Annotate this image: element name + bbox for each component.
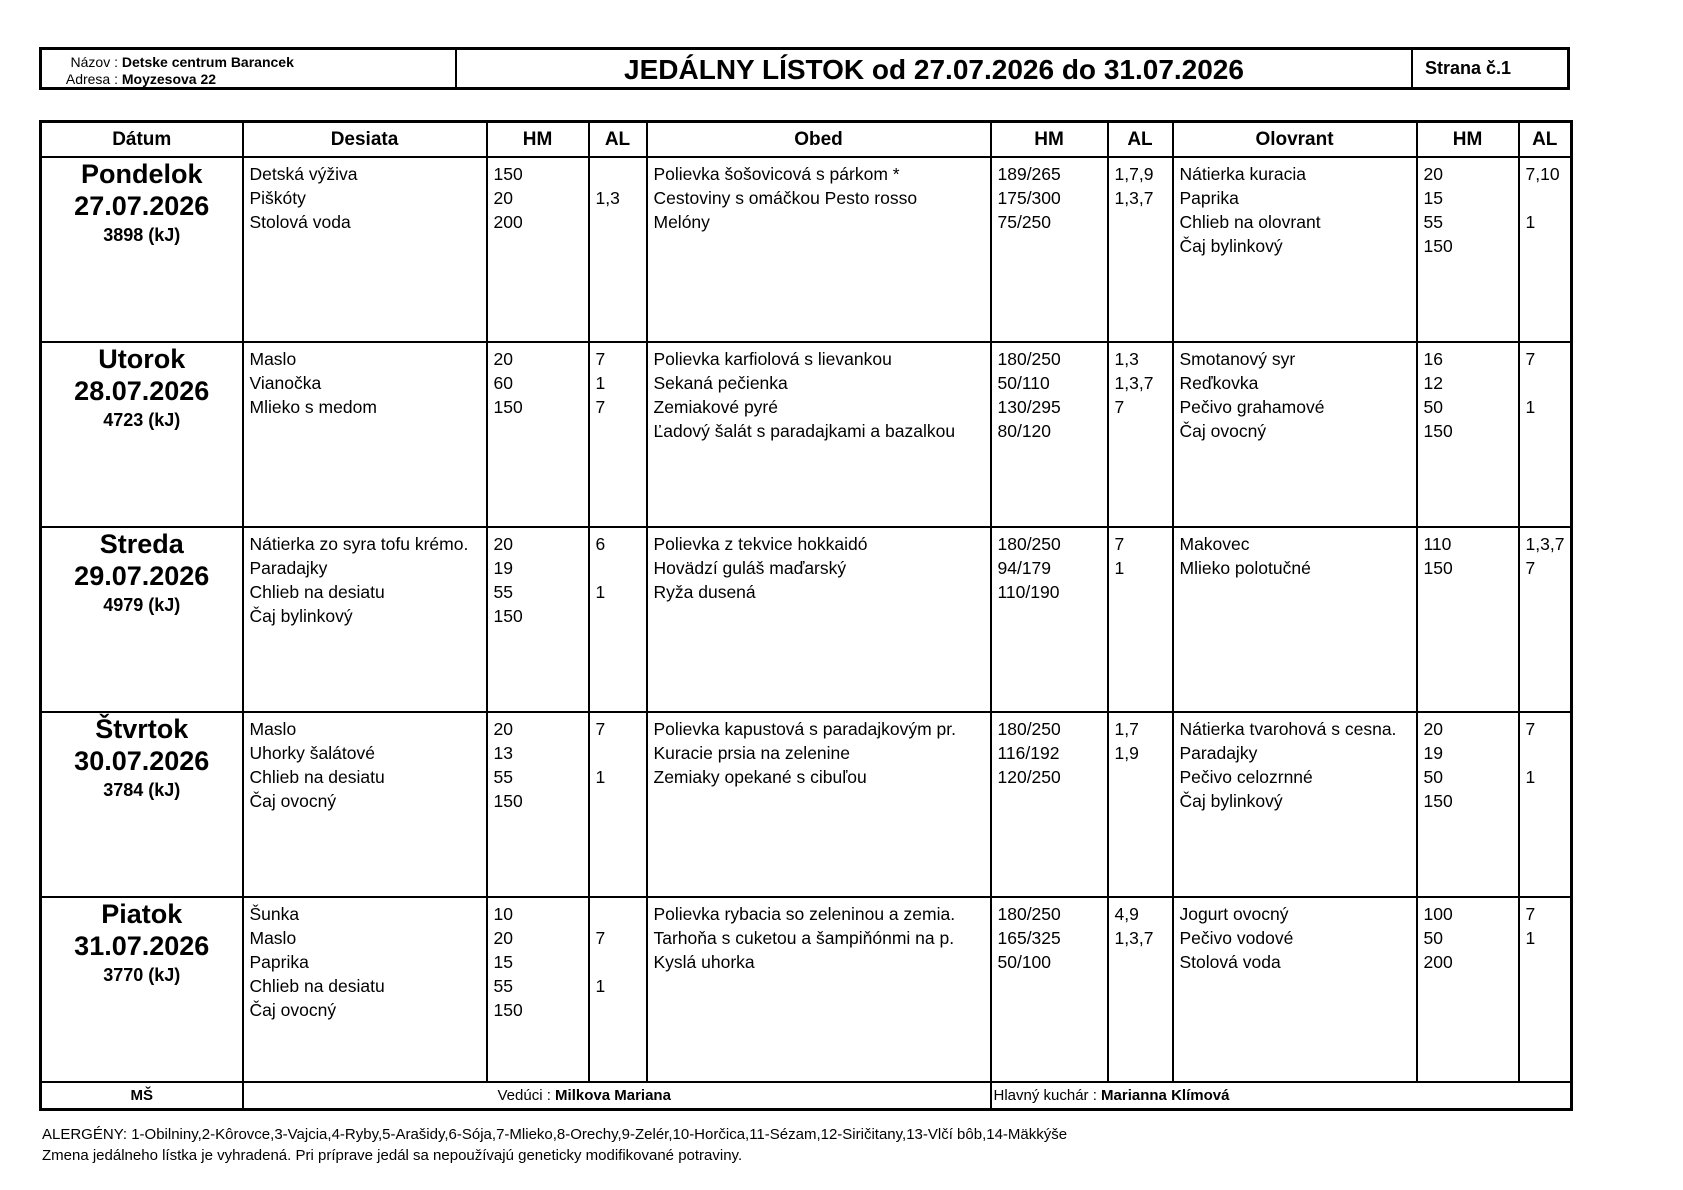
olovrant-al-entry: 7 bbox=[1525, 904, 1536, 924]
desiata-al-entry bbox=[596, 556, 642, 580]
desiata-items-entry: Mlieko s medom bbox=[249, 397, 377, 417]
page-number: Strana č.1 bbox=[1425, 58, 1512, 78]
obed-al-entry: 1,3,7 bbox=[1114, 373, 1154, 393]
olovrant-al-entry: 7 bbox=[1525, 349, 1536, 369]
olovrant-al-entry: 1 bbox=[1525, 397, 1536, 417]
desiata-items-entry: Maslo bbox=[249, 719, 297, 739]
desiata-al-entry: 1,3 bbox=[595, 188, 620, 208]
day-row bbox=[41, 157, 1572, 342]
kuchar-cell bbox=[991, 1082, 1572, 1110]
desiata-al-entry bbox=[596, 604, 642, 628]
veduci-label: Vedúci : bbox=[497, 1087, 551, 1104]
olovrant-items-entry: Pečivo grahamové bbox=[1179, 397, 1325, 417]
desiata-items-entry: Maslo bbox=[249, 349, 297, 369]
olovrant-hm-entry: 20 bbox=[1423, 164, 1443, 184]
day-row bbox=[41, 712, 1572, 897]
olovrant-al-entry bbox=[1526, 741, 1567, 765]
obed-items-entry: Polievka rybacia so zeleninou a zemia. bbox=[653, 904, 956, 924]
desiata-hm-entry: 20 bbox=[493, 928, 513, 948]
desiata-al-entry: 7 bbox=[595, 928, 606, 948]
obed-items-entry: Zemiaky opekané s cibuľou bbox=[653, 767, 867, 787]
obed-items-entry: Polievka karfiolová s lievankou bbox=[653, 349, 892, 369]
desiata-hm bbox=[487, 712, 589, 897]
col-olovrant-hm: HM bbox=[1417, 122, 1519, 158]
obed-items-entry: Polievka kapustová s paradajkovým pr. bbox=[653, 719, 957, 739]
obed-hm-entry: 180/250 bbox=[997, 349, 1061, 369]
desiata-items bbox=[243, 157, 487, 342]
obed-items-entry: Kyslá uhorka bbox=[653, 952, 755, 972]
desiata-items-entry: Paprika bbox=[249, 952, 309, 972]
obed-items-entry: Tarhoňa s cuketou a šampiňónmi na p. bbox=[653, 928, 955, 948]
desiata-items-entry: Čaj ovocný bbox=[249, 1000, 337, 1020]
olovrant-hm-entry: 150 bbox=[1423, 791, 1453, 811]
obed-items-entry: Zemiakové pyré bbox=[653, 397, 778, 417]
desiata-items-entry: Chlieb na desiatu bbox=[249, 767, 385, 787]
day-row bbox=[41, 897, 1572, 1082]
olovrant-items bbox=[1173, 157, 1417, 342]
desiata-items-entry: Maslo bbox=[249, 928, 297, 948]
olovrant-items bbox=[1173, 712, 1417, 897]
obed-hm bbox=[991, 897, 1108, 1082]
day-energy: 4979 (kJ) bbox=[103, 595, 181, 615]
menu-table bbox=[39, 120, 1573, 1111]
olovrant-items-entry: Stolová voda bbox=[1179, 952, 1281, 972]
desiata-hm-entry: 150 bbox=[493, 791, 523, 811]
desiata-hm-entry: 150 bbox=[493, 1000, 523, 1020]
menu-header bbox=[39, 47, 1570, 90]
obed-al-entry: 1,7 bbox=[1114, 719, 1139, 739]
day-name: Štvrtok bbox=[95, 714, 189, 744]
obed-al-entry: 1,3,7 bbox=[1114, 928, 1154, 948]
obed-items-entry: Cestoviny s omáčkou Pesto rosso bbox=[653, 188, 918, 208]
desiata-al-entry bbox=[596, 950, 642, 974]
obed-hm-entry: 175/300 bbox=[997, 188, 1061, 208]
nazov-value: Detske centrum Barancek bbox=[121, 54, 294, 70]
desiata-items bbox=[243, 712, 487, 897]
obed-hm-entry: 189/265 bbox=[997, 164, 1061, 184]
desiata-hm-entry: 150 bbox=[493, 164, 523, 184]
obed-al-entry bbox=[1115, 210, 1168, 234]
olovrant-items-entry: Čaj bylinkový bbox=[1179, 236, 1283, 256]
olovrant-hm-entry: 19 bbox=[1423, 743, 1443, 763]
desiata-hm-entry: 55 bbox=[493, 582, 513, 602]
obed-items-entry: Kuracie prsia na zelenine bbox=[653, 743, 851, 763]
desiata-al bbox=[589, 712, 647, 897]
olovrant-items bbox=[1173, 897, 1417, 1082]
obed-hm bbox=[991, 712, 1108, 897]
olovrant-al-entry bbox=[1526, 789, 1567, 813]
desiata-al-entry bbox=[596, 998, 642, 1022]
desiata-al-entry bbox=[596, 789, 642, 813]
desiata-items-entry: Chlieb na desiatu bbox=[249, 976, 385, 996]
obed-al-entry: 1 bbox=[1114, 558, 1125, 578]
olovrant-al-entry bbox=[1526, 950, 1567, 974]
day-cell bbox=[41, 527, 243, 712]
olovrant-hm-entry: 50 bbox=[1423, 397, 1443, 417]
desiata-items-entry: Paradajky bbox=[249, 558, 328, 578]
olovrant-hm-entry: 150 bbox=[1423, 558, 1453, 578]
kuchar-label: Hlavný kuchár : bbox=[993, 1087, 1097, 1104]
obed-al bbox=[1108, 342, 1173, 527]
desiata-al-entry bbox=[596, 210, 642, 234]
olovrant-hm-entry: 55 bbox=[1423, 212, 1443, 232]
olovrant-hm bbox=[1417, 157, 1519, 342]
obed-al-entry bbox=[1115, 950, 1168, 974]
menu-title: JEDÁLNY LÍSTOK od 27.07.2026 do 31.07.2026 bbox=[457, 50, 1413, 87]
col-olovrant: Olovrant bbox=[1173, 122, 1417, 158]
obed-items bbox=[647, 342, 991, 527]
obed-al bbox=[1108, 527, 1173, 712]
olovrant-hm bbox=[1417, 527, 1519, 712]
obed-hm-entry: 50/110 bbox=[997, 373, 1050, 393]
olovrant-items-entry: Pečivo vodové bbox=[1179, 928, 1294, 948]
obed-items bbox=[647, 712, 991, 897]
desiata-al bbox=[589, 342, 647, 527]
desiata-hm bbox=[487, 527, 589, 712]
obed-al bbox=[1108, 157, 1173, 342]
desiata-al bbox=[589, 897, 647, 1082]
obed-al-entry: 7 bbox=[1114, 397, 1125, 417]
olovrant-hm-entry: 15 bbox=[1423, 188, 1443, 208]
change-notice: Zmena jedálneho lístka je vyhradená. Pri príprave jedál sa nepoužívajú geneticky modifikované potraviny. bbox=[42, 1147, 743, 1164]
desiata-al-entry: 1 bbox=[595, 582, 606, 602]
col-obed-hm: HM bbox=[991, 122, 1108, 158]
desiata-hm-entry: 20 bbox=[493, 349, 513, 369]
facility-info bbox=[42, 50, 457, 87]
desiata-al bbox=[589, 157, 647, 342]
obed-items bbox=[647, 157, 991, 342]
adresa-value: Moyzesova 22 bbox=[121, 71, 217, 87]
obed-items-entry: Ryža dusená bbox=[653, 582, 756, 602]
olovrant-al-entry: 1 bbox=[1525, 767, 1536, 787]
olovrant-al-entry bbox=[1526, 234, 1567, 258]
allergen-legend: ALERGÉNY: 1-Obilniny,2-Kôrovce,3-Vajcia,4-Ryby,5-Arašidy,6-Sója,7-Mlieko,8-Orechy,9-Zelér,10-Horčica,11-Sézam,12-Siričitany,13-Vlčí bôb,14-Mäkkýše bbox=[42, 1126, 1068, 1143]
desiata-items-entry: Čaj ovocný bbox=[249, 791, 337, 811]
col-olovrant-al: AL bbox=[1519, 122, 1572, 158]
olovrant-al-entry: 7,10 bbox=[1525, 164, 1560, 184]
obed-al bbox=[1108, 712, 1173, 897]
obed-hm-entry: 116/192 bbox=[997, 743, 1060, 763]
desiata-hm-entry: 19 bbox=[493, 558, 513, 578]
day-name: Utorok bbox=[98, 344, 186, 374]
obed-hm bbox=[991, 342, 1108, 527]
desiata-al-entry: 1 bbox=[595, 976, 606, 996]
obed-hm bbox=[991, 157, 1108, 342]
desiata-items-entry: Vianočka bbox=[249, 373, 322, 393]
day-cell bbox=[41, 712, 243, 897]
olovrant-items-entry: Makovec bbox=[1179, 534, 1250, 554]
obed-items-entry: Polievka z tekvice hokkaidó bbox=[653, 534, 868, 554]
veduci-cell bbox=[243, 1082, 991, 1110]
day-name: Pondelok bbox=[80, 159, 203, 189]
day-cell bbox=[41, 897, 243, 1082]
desiata-items-entry: Chlieb na desiatu bbox=[249, 582, 385, 602]
obed-al-entry: 4,9 bbox=[1114, 904, 1139, 924]
obed-al-entry: 7 bbox=[1114, 534, 1125, 554]
desiata-items-entry: Šunka bbox=[249, 904, 300, 924]
obed-hm-entry: 180/250 bbox=[997, 719, 1061, 739]
obed-hm-entry: 50/100 bbox=[997, 952, 1052, 972]
col-datum: Dátum bbox=[41, 122, 243, 158]
obed-hm-entry: 180/250 bbox=[997, 534, 1061, 554]
olovrant-items-entry: Paprika bbox=[1179, 188, 1239, 208]
desiata-items-entry: Uhorky šalátové bbox=[249, 743, 375, 763]
olovrant-items-entry: Nátierka kuracia bbox=[1179, 164, 1306, 184]
olovrant-hm-entry: 50 bbox=[1423, 928, 1443, 948]
olovrant-hm-entry: 200 bbox=[1423, 952, 1453, 972]
olovrant-hm-entry: 110 bbox=[1423, 534, 1452, 554]
desiata-hm-entry: 10 bbox=[493, 904, 513, 924]
olovrant-hm bbox=[1417, 712, 1519, 897]
olovrant-hm-entry: 150 bbox=[1423, 236, 1453, 256]
obed-items-entry: Polievka šošovicová s párkom * bbox=[653, 164, 900, 184]
col-obed-al: AL bbox=[1108, 122, 1173, 158]
day-name: Streda bbox=[99, 529, 184, 559]
signature-row bbox=[41, 1082, 1572, 1110]
adresa-label: Adresa : bbox=[65, 71, 118, 87]
desiata-items bbox=[243, 897, 487, 1082]
olovrant-hm-entry: 16 bbox=[1423, 349, 1443, 369]
obed-hm-entry: 165/325 bbox=[997, 928, 1061, 948]
day-energy: 3770 (kJ) bbox=[103, 965, 181, 985]
olovrant-items-entry: Mlieko polotučné bbox=[1179, 558, 1311, 578]
desiata-hm-entry: 55 bbox=[493, 767, 513, 787]
desiata-al-entry: 1 bbox=[595, 373, 606, 393]
olovrant-al bbox=[1519, 897, 1572, 1082]
obed-al bbox=[1108, 897, 1173, 1082]
kuchar-value: Marianna Klímová bbox=[1101, 1087, 1230, 1104]
olovrant-hm bbox=[1417, 342, 1519, 527]
olovrant-al-entry: 7 bbox=[1525, 558, 1536, 578]
olovrant-al bbox=[1519, 712, 1572, 897]
column-header-row bbox=[41, 122, 1572, 158]
olovrant-al bbox=[1519, 527, 1572, 712]
obed-al-entry bbox=[1115, 765, 1168, 789]
obed-hm-entry: 110/190 bbox=[997, 582, 1060, 602]
day-cell bbox=[41, 342, 243, 527]
notes bbox=[42, 1124, 1067, 1166]
day-date: 29.07.2026 bbox=[74, 561, 210, 591]
obed-items-entry: Sekaná pečienka bbox=[653, 373, 788, 393]
obed-hm-entry: 94/179 bbox=[997, 558, 1052, 578]
olovrant-al-entry bbox=[1526, 186, 1567, 210]
col-obed: Obed bbox=[647, 122, 991, 158]
desiata-hm-entry: 20 bbox=[493, 188, 513, 208]
desiata-al-entry: 7 bbox=[595, 719, 606, 739]
desiata-al-entry bbox=[596, 902, 642, 926]
olovrant-al bbox=[1519, 157, 1572, 342]
olovrant-al-entry bbox=[1526, 371, 1567, 395]
olovrant-items-entry: Smotanový syr bbox=[1179, 349, 1296, 369]
col-desiata-hm: HM bbox=[487, 122, 589, 158]
obed-hm-entry: 120/250 bbox=[997, 767, 1061, 787]
day-date: 28.07.2026 bbox=[74, 376, 210, 406]
day-row bbox=[41, 342, 1572, 527]
desiata-items-entry: Stolová voda bbox=[249, 212, 351, 232]
day-date: 31.07.2026 bbox=[74, 931, 210, 961]
olovrant-items bbox=[1173, 527, 1417, 712]
olovrant-al-entry: 7 bbox=[1525, 719, 1536, 739]
obed-hm-entry: 75/250 bbox=[997, 212, 1052, 232]
desiata-al bbox=[589, 527, 647, 712]
obed-al-entry bbox=[1115, 580, 1168, 604]
obed-al-entry: 1,7,9 bbox=[1114, 164, 1154, 184]
obed-hm-entry: 130/295 bbox=[997, 397, 1061, 417]
olovrant-items-entry: Reďkovka bbox=[1179, 373, 1259, 393]
obed-al-entry bbox=[1115, 419, 1168, 443]
desiata-hm-entry: 200 bbox=[493, 212, 523, 232]
desiata-hm-entry: 150 bbox=[493, 606, 523, 626]
olovrant-hm-entry: 12 bbox=[1423, 373, 1443, 393]
day-row bbox=[41, 527, 1572, 712]
desiata-items-entry: Nátierka zo syra tofu krémo. bbox=[249, 534, 469, 554]
day-name: Piatok bbox=[101, 899, 183, 929]
col-desiata-al: AL bbox=[589, 122, 647, 158]
desiata-al-entry: 7 bbox=[595, 397, 606, 417]
day-energy: 3784 (kJ) bbox=[103, 780, 181, 800]
olovrant-items-entry: Paradajky bbox=[1179, 743, 1258, 763]
obed-items-entry: Ľadový šalát s paradajkami a bazalkou bbox=[653, 421, 956, 441]
desiata-hm-entry: 150 bbox=[493, 397, 523, 417]
day-energy: 4723 (kJ) bbox=[103, 410, 181, 430]
obed-items bbox=[647, 527, 991, 712]
desiata-hm-entry: 20 bbox=[493, 534, 513, 554]
desiata-hm-entry: 20 bbox=[493, 719, 513, 739]
desiata-items-entry: Čaj bylinkový bbox=[249, 606, 353, 626]
desiata-al-entry: 1 bbox=[595, 767, 606, 787]
desiata-hm bbox=[487, 897, 589, 1082]
desiata-items-entry: Piškóty bbox=[249, 188, 306, 208]
desiata-hm-entry: 55 bbox=[493, 976, 513, 996]
olovrant-hm bbox=[1417, 897, 1519, 1082]
olovrant-items-entry: Jogurt ovocný bbox=[1179, 904, 1289, 924]
veduci-value: Milkova Mariana bbox=[555, 1087, 671, 1104]
desiata-al-entry: 6 bbox=[595, 534, 606, 554]
olovrant-items-entry: Nátierka tvarohová s cesna. bbox=[1179, 719, 1397, 739]
olovrant-items-entry: Chlieb na olovrant bbox=[1179, 212, 1321, 232]
olovrant-items-entry: Čaj ovocný bbox=[1179, 421, 1267, 441]
obed-hm bbox=[991, 527, 1108, 712]
olovrant-al bbox=[1519, 342, 1572, 527]
olovrant-items-entry: Pečivo celozrnné bbox=[1179, 767, 1313, 787]
olovrant-al-entry bbox=[1526, 419, 1567, 443]
desiata-items-entry: Detská výživa bbox=[249, 164, 358, 184]
desiata-al-entry bbox=[596, 162, 642, 186]
olovrant-hm-entry: 20 bbox=[1423, 719, 1443, 739]
day-cell bbox=[41, 157, 243, 342]
obed-al-entry: 1,3 bbox=[1114, 349, 1139, 369]
olovrant-hm-entry: 50 bbox=[1423, 767, 1443, 787]
desiata-hm-entry: 15 bbox=[493, 952, 513, 972]
nazov-label: Názov : bbox=[70, 54, 118, 70]
olovrant-hm-entry: 100 bbox=[1423, 904, 1453, 924]
col-desiata: Desiata bbox=[243, 122, 487, 158]
desiata-items bbox=[243, 342, 487, 527]
day-energy: 3898 (kJ) bbox=[103, 225, 181, 245]
olovrant-al-entry: 1 bbox=[1525, 928, 1536, 948]
olovrant-items-entry: Čaj bylinkový bbox=[1179, 791, 1283, 811]
obed-al-entry: 1,9 bbox=[1114, 743, 1139, 763]
day-date: 30.07.2026 bbox=[74, 746, 210, 776]
desiata-hm-entry: 13 bbox=[493, 743, 513, 763]
desiata-al-entry: 7 bbox=[595, 349, 606, 369]
desiata-hm bbox=[487, 157, 589, 342]
olovrant-hm-entry: 150 bbox=[1423, 421, 1453, 441]
desiata-hm-entry: 60 bbox=[493, 373, 513, 393]
obed-items bbox=[647, 897, 991, 1082]
olovrant-al-entry: 1,3,7 bbox=[1525, 534, 1565, 554]
obed-hm-entry: 180/250 bbox=[997, 904, 1061, 924]
obed-items-entry: Melóny bbox=[653, 212, 710, 232]
olovrant-al-entry: 1 bbox=[1525, 212, 1536, 232]
ms-label: MŠ bbox=[41, 1082, 243, 1110]
obed-al-entry: 1,3,7 bbox=[1114, 188, 1154, 208]
desiata-hm bbox=[487, 342, 589, 527]
olovrant-items bbox=[1173, 342, 1417, 527]
desiata-items bbox=[243, 527, 487, 712]
obed-items-entry: Hovädzí guláš maďarský bbox=[653, 558, 847, 578]
desiata-al-entry bbox=[596, 741, 642, 765]
obed-hm-entry: 80/120 bbox=[997, 421, 1052, 441]
day-date: 27.07.2026 bbox=[74, 191, 210, 221]
